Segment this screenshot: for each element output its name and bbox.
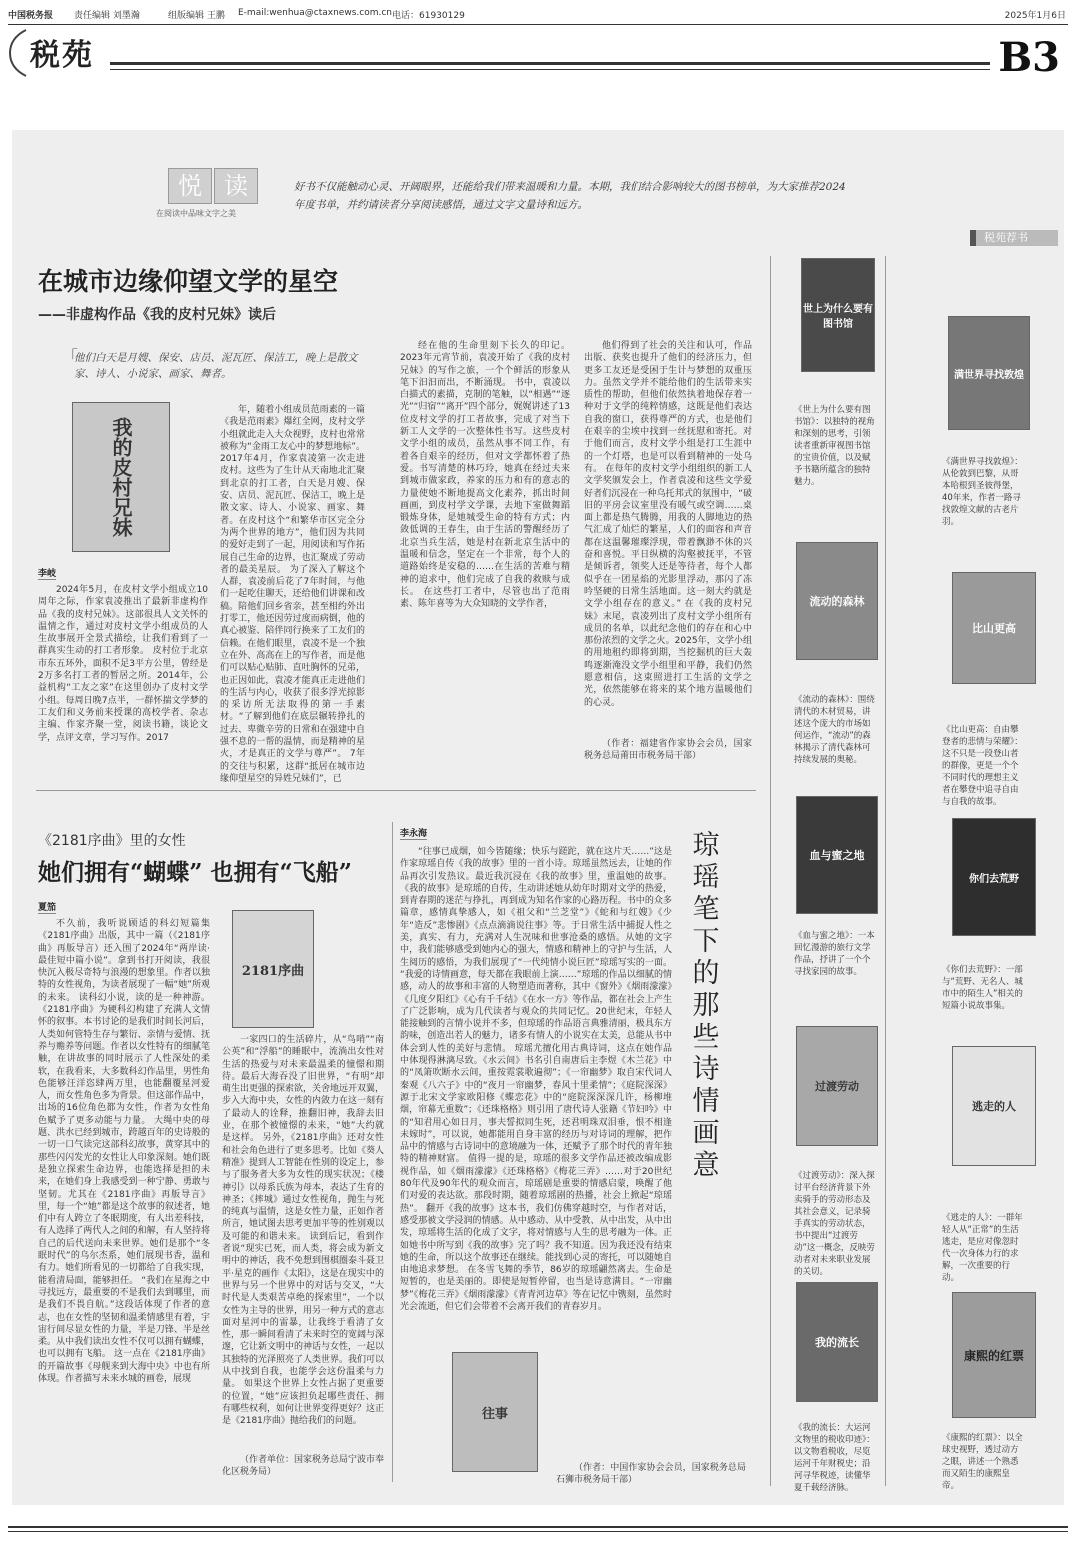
article1-col-4: 他们得到了社会的关注和认可，作品出版、获奖也提升了他们的经济压力，但更多工友还是受困于生计与梦想的双重压力。虽然文学并不能给他们的生活带来实质性的帮助，但他们依然执着地保存着一种对于文学的纯粹情感，这既是他们表达自我的窗口，获得尊严的方式，也是他们在艰辛的尘埃中找到一丝抚慰和寄托。对于他们而言，皮村文学小组是打工生涯中的一个灯塔，也是可以看到精神的一处乌有。 在每年的皮村文学小组组织的新工人文学奖颁发会上，作者袁凌和这些文学爱好者们沉浸在一种乌托邦式的氛围中，“破旧的平房会议室里没有暖气或空调……桌面上都是热气腾腾，用我的人脚地边的热气汇成了灿烂的繁星，人们的面容和声音都在这温馨璀璨浮现，带着飘渺不休的兴奋和喜悦。平日纵横的沟壑被抚平，不管是倾诉者，领奖人还是等待者，每个人都似乎在一团星焰的光影里浮动，那闪了冻吟坚硬的日常生活地面。这一刻大约就是文学小组存在的意义。” 在《我的皮村兄妹》末尾，袁凌列出了皮村文学小组所有成员的名单，以此纪念他们的存在和心中那份浓烈的文学之火。2025年，文学小组的用地租约即将到期，当挖掘机的巨大轰鸣逐渐淹没文学小组里和平静，我们仍然愿意相信，这束照进打工生活的文学之光，依然能够在将来的某个地方温暖他们的心灵。 xyxy=(584,341,752,708)
book-caption-8: 《逃走的人》：一群年轻人从“正常”的生活逃走，是应对像忽时代一次身体力行的求解，一次重要的行动。 xyxy=(942,1213,1023,1283)
page-number: B3 xyxy=(998,34,1060,81)
book-caption-5: 《血与蜜之地》：一本回忆漫游的旅行文学作品，抒讲了一个个寻找家园的故事。 xyxy=(794,931,875,977)
logo-char-1: 悦 xyxy=(168,168,212,204)
quote-mark-icon: 「 xyxy=(62,347,79,366)
header-bar xyxy=(8,8,1068,22)
book-caption-2: 《满世界寻找敦煌》：从伦敦到巴黎，从哥本哈根到圣彼得堡，40年来，作者一路寻找敦煌文献的古老片羽。 xyxy=(942,457,1023,527)
section-intro: 好书不仅能触动心灵、开阔眼界，还能给我们带来温暖和力量。本期，我们结合影响较大的图书榜单，为大家推荐2024年度书单，并约请读者分享阅读感悟，通过文字文量诗和远方。 xyxy=(294,181,846,211)
book-cover-pi-village: 我的皮村兄妹 xyxy=(72,402,170,552)
book-cover-7: 过渡劳动 xyxy=(796,1026,878,1146)
article2-col-2: 一家四口的生活碎片，从“鸟哨”“南公英”和“浮船”的睡眠中，流淌出女性对生活的热爱与对未来最温柔的憧憬和期待。最后大海吞没了旧世界，“有明”却萌生出更强的探索欲，关舍地远开双翼，步入大海中央，女性的内敛力在这一刻有了最动人的诠释，推翻旧神，我辞去旧业，在那个被憧憬的未来，“她”大约就是这样。 另外，《2181序曲》还对女性和社会角色进行了更多思考。比如《葵人精准》提到人工智能在性别的设定上，参与了服务者大多为女性的现实状况；《楼神引》以母系氏族为母本，表达了生育的神圣；《摔城》通过女性视角，抛生与死的纯真与温情，这是女性力量，正如作者所言，她试图去思考更加平等的性别观以及可能的和谐未来。 读到后记，看到作者说“现实已死，而人类，将会成为新文明中的神话，我不免想到围棋圈泰斗聂卫平·星克的画作《太阳》，这是在现实中的世界与另一个世界中的对话与交叉，“大时代是人类艰苦卓绝的探索里”，一个以女性为主导的世界，用另一种方式的意志面对星河中的雷暴，让我终于看清了女性，那一瞬间看清了未来时空的宽阔与深邃，它让新文明中的神话与女性，一起以其独特的光泽照亮了人类世界。我们可以从中找到自我，也能学会这份温柔与力量。 如果这个世界上女性占据了更重要的位置，“她”应该担负起哪些责任、拥有哪些权利，如何让世界变得更好？这正是《2181序曲》抛给我们的问题。 xyxy=(222,1035,385,1427)
editor-credit: 责任编辑 刘墨瀚 xyxy=(74,11,140,21)
article2-title: 她们拥有“蝴蝶” 也拥有“飞船” xyxy=(38,859,352,886)
article1-byline: （作者：福建省作家协会会员，国家税务总局莆田市税务局干部） xyxy=(584,739,752,762)
section-title: 税苑 xyxy=(30,38,94,73)
yuedu-logo xyxy=(156,168,256,222)
book-caption-6: 《你们去荒野》：一部与“荒野、无名人、城市中的陌生人”相关的短篇小说故事集。 xyxy=(942,965,1023,1011)
article2-col-1: 不久前，我听说顾适的科幻短篇集《2181序曲》出版，其中一篇（《2181序曲》再版导言）还入围了2024年“两岸读·最佳短中篇小说”。拿到书打开阅读，我很快沉入极尽奇特与浪漫的想象里。作者以独特的女性视角，为读者展现了一幅“她”所观的未来。 读科幻小说，读的是一种神游。《2181序曲》为硬科幻构建了充满人文情怀的叙事。本书讨论的是我们时间长河后，人类如何管特生存与繁衍、亲情与爱情、抚养与赡养等问题。作者以女性特有的细腻笔触，在讲故事的同时展示了人性深处的柔软，在我看来，大多数科幻作品里，男性角色能够汪洋恣肆两万里，也能翻覆星河爱人，而女性角色多为背景。但这部作品中，出场的16位角色都为女性，作者为女性角色赋予了更多动能与力量。 大绳中央的母题、洪水已经到城市，跨越百年的史诗般的一切一口气读完这部科幻故事，黄穿其中的那些闪闪发光的女性让人印象深刻。她们既是独立探索生命边界，也能选择是担的未来，在她们身上我感受到一种宁静、勇敢与坚韧。尤其在《2181序曲》再版导言》里，每一个“她”都是这个故事的叙述者，她们中有人跨立了冬眠期度，有人出差科技，有人选择了两代人之间的和解，有人坚持将自己的后代送向未来世界。她们是那个“冬眠时代”的乌尔杰系，她们展现书香，温和有力。她们所看见的一切都给了自我实现，能看清局面，能够担任。 “我们在星海之中寻找远方，最重要的不是我们去到哪里，而是我们不畏自航。”这段话体现了作者的意志，也在女性的坚韧和温柔情感里有着，宇宙行间尽显女性的力量，半是刀锋、半是丝柔。从中我们读出女性不仅可以拥有蝴蝶，也可以拥有飞船。 这一点在《2181序曲》的开篇故事《母舰来到大海中央》中也有所体现。作者描写未来水城的画卷，展现 xyxy=(38,919,210,1384)
article1-col-3: 经在他的生命里刻下长久的印记。2023年元宵节前，袁凌开始了《我的皮村兄妹》的写作之旅，一个个鲜活的形象从笔下汩汩而出，不断涌现。 书中，袁凌以白描式的素描，克制的笔触，以“相遇”“逐光”“归宿”“离开”四个部分，娓娓讲述了13位皮村文学的打工者故事，完成了对当下新工人文学的一次整体性书写。这些皮村文学小组的成员，虽然从事不同工作，有着各自艰辛的经历，但对文学都怀着了热爱。书写清楚的林巧玲，她真在经过夫来到城市做家政，养家的压力和有的意志的力量使她不断地提高文化素养，抓出时间画画，到皮村学文学课，去地下室做舞蹈锻炼身体，是她城受生命的特有方式；内敛低调的王春生，由于生活的警醒经历了北京当兵生活，她是村在新北京生活中的温暖和信念，坚定在一个非常，每个人的道路始终是安稳的……在生活的苦难与精神的追求中，他们完成了自我的救赎与成长。 在这些打工者中，尽管也出了范雨素、陈年喜等为大众知晓的文学作者， xyxy=(400,341,570,610)
book-list-tag: 税苑荐书 xyxy=(970,230,1058,246)
article1-subtitle: ——非虚构作品《我的皮村兄妹》读后 xyxy=(38,307,276,323)
book-cover-10: 康熙的红票 xyxy=(952,1292,1036,1418)
article3-author: 李永海 xyxy=(400,826,427,840)
book-cover-2: 满世界寻找敦煌 xyxy=(948,316,1030,430)
book-cover-3: 流动的森林 xyxy=(796,542,878,660)
article2-byline: （作者单位：国家税务总局宁波市奉化区税务局） xyxy=(222,1455,385,1478)
article2-kicker: 《2181序曲》里的女性 xyxy=(38,833,186,849)
book-caption-4: 《比山更高：自由攀登者的悲情与荣耀》：这不只是一段登山者的群像，更是一个个不同时代的理想主义者在攀登中追寻自由与自我的故事。 xyxy=(942,725,1023,807)
logo-char-2: 读 xyxy=(214,168,258,204)
bracket-ornament-icon xyxy=(6,28,32,78)
newspaper-name: 中国税务报 xyxy=(8,11,54,21)
issue-date: 2025年1月6日 xyxy=(1004,11,1066,21)
book-cover-4: 比山更高 xyxy=(952,572,1036,684)
article3-col-1: “往事已成烟，如今皆随缘；快乐与蹉跎，就在这片天……”这是作家琼瑶自传《我的故事》里的一首小诗。琼瑶虽然远去，让她的作品再次引发热议。最近我沉浸在《我的故事》里，重温她的故事。 《我的故事》是琼瑶的自传，生动讲述她从幼年时期对文学的热爱，到青春期的迷茫与挣扎，再到成为知名作家的心路历程。书中的众多篇章，感情真挚感人，如《祖父和“兰芝堂”》《蛇和与红嫂》《少年“造反”悲惨剧》《点点滴滴说往事》等。于日常生活中捕捉人性之美，真实、有力，充满对人生况味和世事沧桑的感悟。从她的文字中，我们能够感受到她内心的强大，情感和精神上的守护与生活，人生阅历的感悟，为我们展现了“一代纯情小说巨匠”琼瑶写实的一面。 “我爱的诗情画意，每天都在我眼前上演……”琼瑶的作品以细腻的情感，动人的故事和丰富的人物塑造而著称，其中《窗外》《烟雨濛濛》《几度夕阳红》《心有千千结》《在水一方》等作品，都在社会上产生了广泛影响，成为几代读者与观众的共同记忆。20世纪末，年轻人能接触到的言情小说并不多，但琼瑶的作品语言典雅清丽，极具东方韵味，创造出若人的魅力，诸多有情人的小说实在太美，总能从书中体会到人性的美好与悲情。 琼瑶尤擅化用古典诗词，这点在她作品中体现得淋漓尽致。《水云间》书名引自南唐后主李煜《木兰花》中的“凤箫吹断水云间，重按霓裳歌遍彻”；《一帘幽梦》取自宋代词人秦观《八六子》中的“夜月一帘幽梦，春风十里柔情”；《庭院深深》源于北宋文学家欧阳修《蝶恋花》中的“庭院深深深几许，杨柳堆烟，帘幕无重数”；《还珠格格》则引用了唐代诗人张籍《节妇吟》中的“知君用心如日月，事夫誓拟同生死，还君明珠双泪垂，恨不相逢未嫁时”，可以说，她都能用自身丰富的经历与对诗词的理解，把作品中的情感与古诗词中的意境融为一体，还赋予了那个时代的青年独特的精神财富。 值得一提的是，琼瑶的很多文学作品还被改编成影视作品，如《烟雨濛濛》《还珠格格》《梅花三弄》……对于20世纪80年代及90年代的观众而言，琼瑶剧是重要的情感启蒙，唤醒了他们对爱的表达欲。那段时期，随着琼瑶剧的热播，社会上掀起“琼瑶热”。 翻开《我的故事》这本书，我们仿佛穿越时空，与作者对话，感受那被文学浸润的情感。从中感动、从中受教、从中出发，从中出发，琼瑶将生活的化成了文字，将对情感与人生的思考融为一体。正如她书中所写到《我的故事》完了吗？我不知道。因为我还没有结束她的生命，所以这个故事还在继续。能找到心灵的寄托，可以随她自由地追求梦想。 在冬雪飞舞的季节，86岁的琼瑶翩然离去。生命是短暂的，也是美丽的。即使是短暂停留，也当是诗意满目。“一帘幽梦”《梅花三弄》《烟雨濛濛》《青青河边草》等在记忆中镌刻，虽然时光会流逝，但它们会带着不会离开我们的青春岁月。 xyxy=(400,847,672,1312)
article2-author: 夏笳 xyxy=(38,900,56,914)
article3-title: 琼瑶笔下的那些诗情画意 xyxy=(692,830,720,1181)
article1-col-2: 年，随着小组成员范雨素的一篇《我是范雨素》爆红全网，皮村文学小组就此走入大众视野，皮村也常常被称为“金雨工友心中的梦想地标”。 2017年4月，作家袁凌第一次走进皮村。这些为了生计从天南地北汇聚到北京的打工者，白天是月嫂、保安、店员、泥瓦匠、保洁工，晚上是散文家、诗人、小说家、画家、舞者。在皮村这个“和繁华市区完全分为两个世界的地方”，他们因为共同的爱好走到了一起，用阅读和写作拓展自己生命的边界，也汇聚成了劳动者的最美星辰。 为了深入了解这个人群，袁凌前后花了7年时间，与他们一起吃住聊天，还给他们讲课和改稿。陪他们回乡省亲，甚至相约外出打零工，他还因劳过度而病倒，他的真心被鉴、陪伴同行换来了工友们的信赖。在他们眼里，袁凌不是一个独立在外、高高在上的写作者，而是他们可以贴心贴肺、直吐胸怀的兄弟，也正因如此，袁凌才能真正走进他们的生活与内心，收获了很多浮光掠影的采访所无法取得的第一手素材。“了解到他们在底层辗转挣扎的过去、卑微辛劳的日常和在强建中自强不息的一帮的温情，而是精神的星火，才是真正的文学与尊严”。 7年的交往与积累，这群“抵居在城市边缘仰望星空的异姓兄妹们”，已 xyxy=(220,405,365,784)
book-cover-1: 世上为什么要有图书馆 xyxy=(801,258,875,372)
article1-quote: 他们白天是月嫂、保安、店员、泥瓦匠、保洁工，晚上是散文家、诗人、小说家、画家、舞者。 xyxy=(74,352,358,380)
layout-credit: 组版编辑 王鹏 xyxy=(168,11,225,21)
article1-author: 李岐 xyxy=(38,566,56,580)
article1-col-1: 2024年5月，在皮村文学小组成立10周年之际，作家袁凌推出了最新非虚构作品《我的皮村兄妹》。这部很具人文关怀的温情之作，通过对皮村文学小组成员的人生故事展开全景式描绘，让我们看到了一群真实生动的打工者形象。 皮村位于北京市东五环外，面积不足3平方公里，曾经是2万多名打工者的暂居之所。2014年，公益机构“工友之家”在这里创办了皮村文学小组。每周日晚7点半，一群怀揣文学梦的工友们和义务前来授课的高校学者、杂志主编、作家齐聚一堂，阅读书籍，谈论文学，点评文章，学习写作。2017 xyxy=(38,585,208,743)
phone: 电话：61930129 xyxy=(392,11,465,21)
article3-byline: （作者：中国作家协会会员，国家税务总局石狮市税务局干部） xyxy=(556,1463,746,1486)
book-cover-9: 我的流长 xyxy=(796,1282,878,1402)
email: E-mail:wenhua@ctaxnews.com.cn xyxy=(238,8,392,18)
book-caption-1: 《世上为什么要有图书馆》：以独特的视角和深刻的思考，引领读者重新审视图书馆的宝贵价值，以及赋予书籍所蕴含的独特魅力。 xyxy=(794,405,875,487)
book-cover-6: 你们去荒野 xyxy=(952,818,1036,936)
book-caption-9: 《我的流长：大运河文物里的税收印迹》：以文物看税收，尽览运河千年财税史；沿河寻华税迹，读懂华夏千载经济脉。 xyxy=(794,1423,875,1493)
book-caption-7: 《过渡劳动》：深入探讨平台经济背景下外卖骑手的劳动形态及其社会意义，记录骑手真实的劳动状态，书中提出“过渡劳动”这一概念，反映劳动者对未来职业发展的关切。 xyxy=(794,1171,875,1277)
book-cover-8: 逃走的人 xyxy=(952,1046,1036,1166)
book-cover-2181: 2181序曲 xyxy=(232,910,314,1028)
article1-title: 在城市边缘仰望文学的星空 xyxy=(38,267,339,296)
book-caption-3: 《流动的森林》：围绕清代的木材贸易，讲述这个庞大的市场如何运作，“流动”的森林揭示了清代森林可持续发展的奥秘。 xyxy=(794,695,875,765)
book-cover-my-story: 往事 xyxy=(452,1352,538,1472)
logo-subtitle: 在阅读中品味文字之美 xyxy=(156,209,236,218)
book-caption-10: 《康熙的红票》：以全球史视野，透过动方之眼，讲述一个熟悉而又陌生的康熙皇帝。 xyxy=(942,1433,1023,1491)
book-cover-5: 血与蜜之地 xyxy=(796,796,878,914)
